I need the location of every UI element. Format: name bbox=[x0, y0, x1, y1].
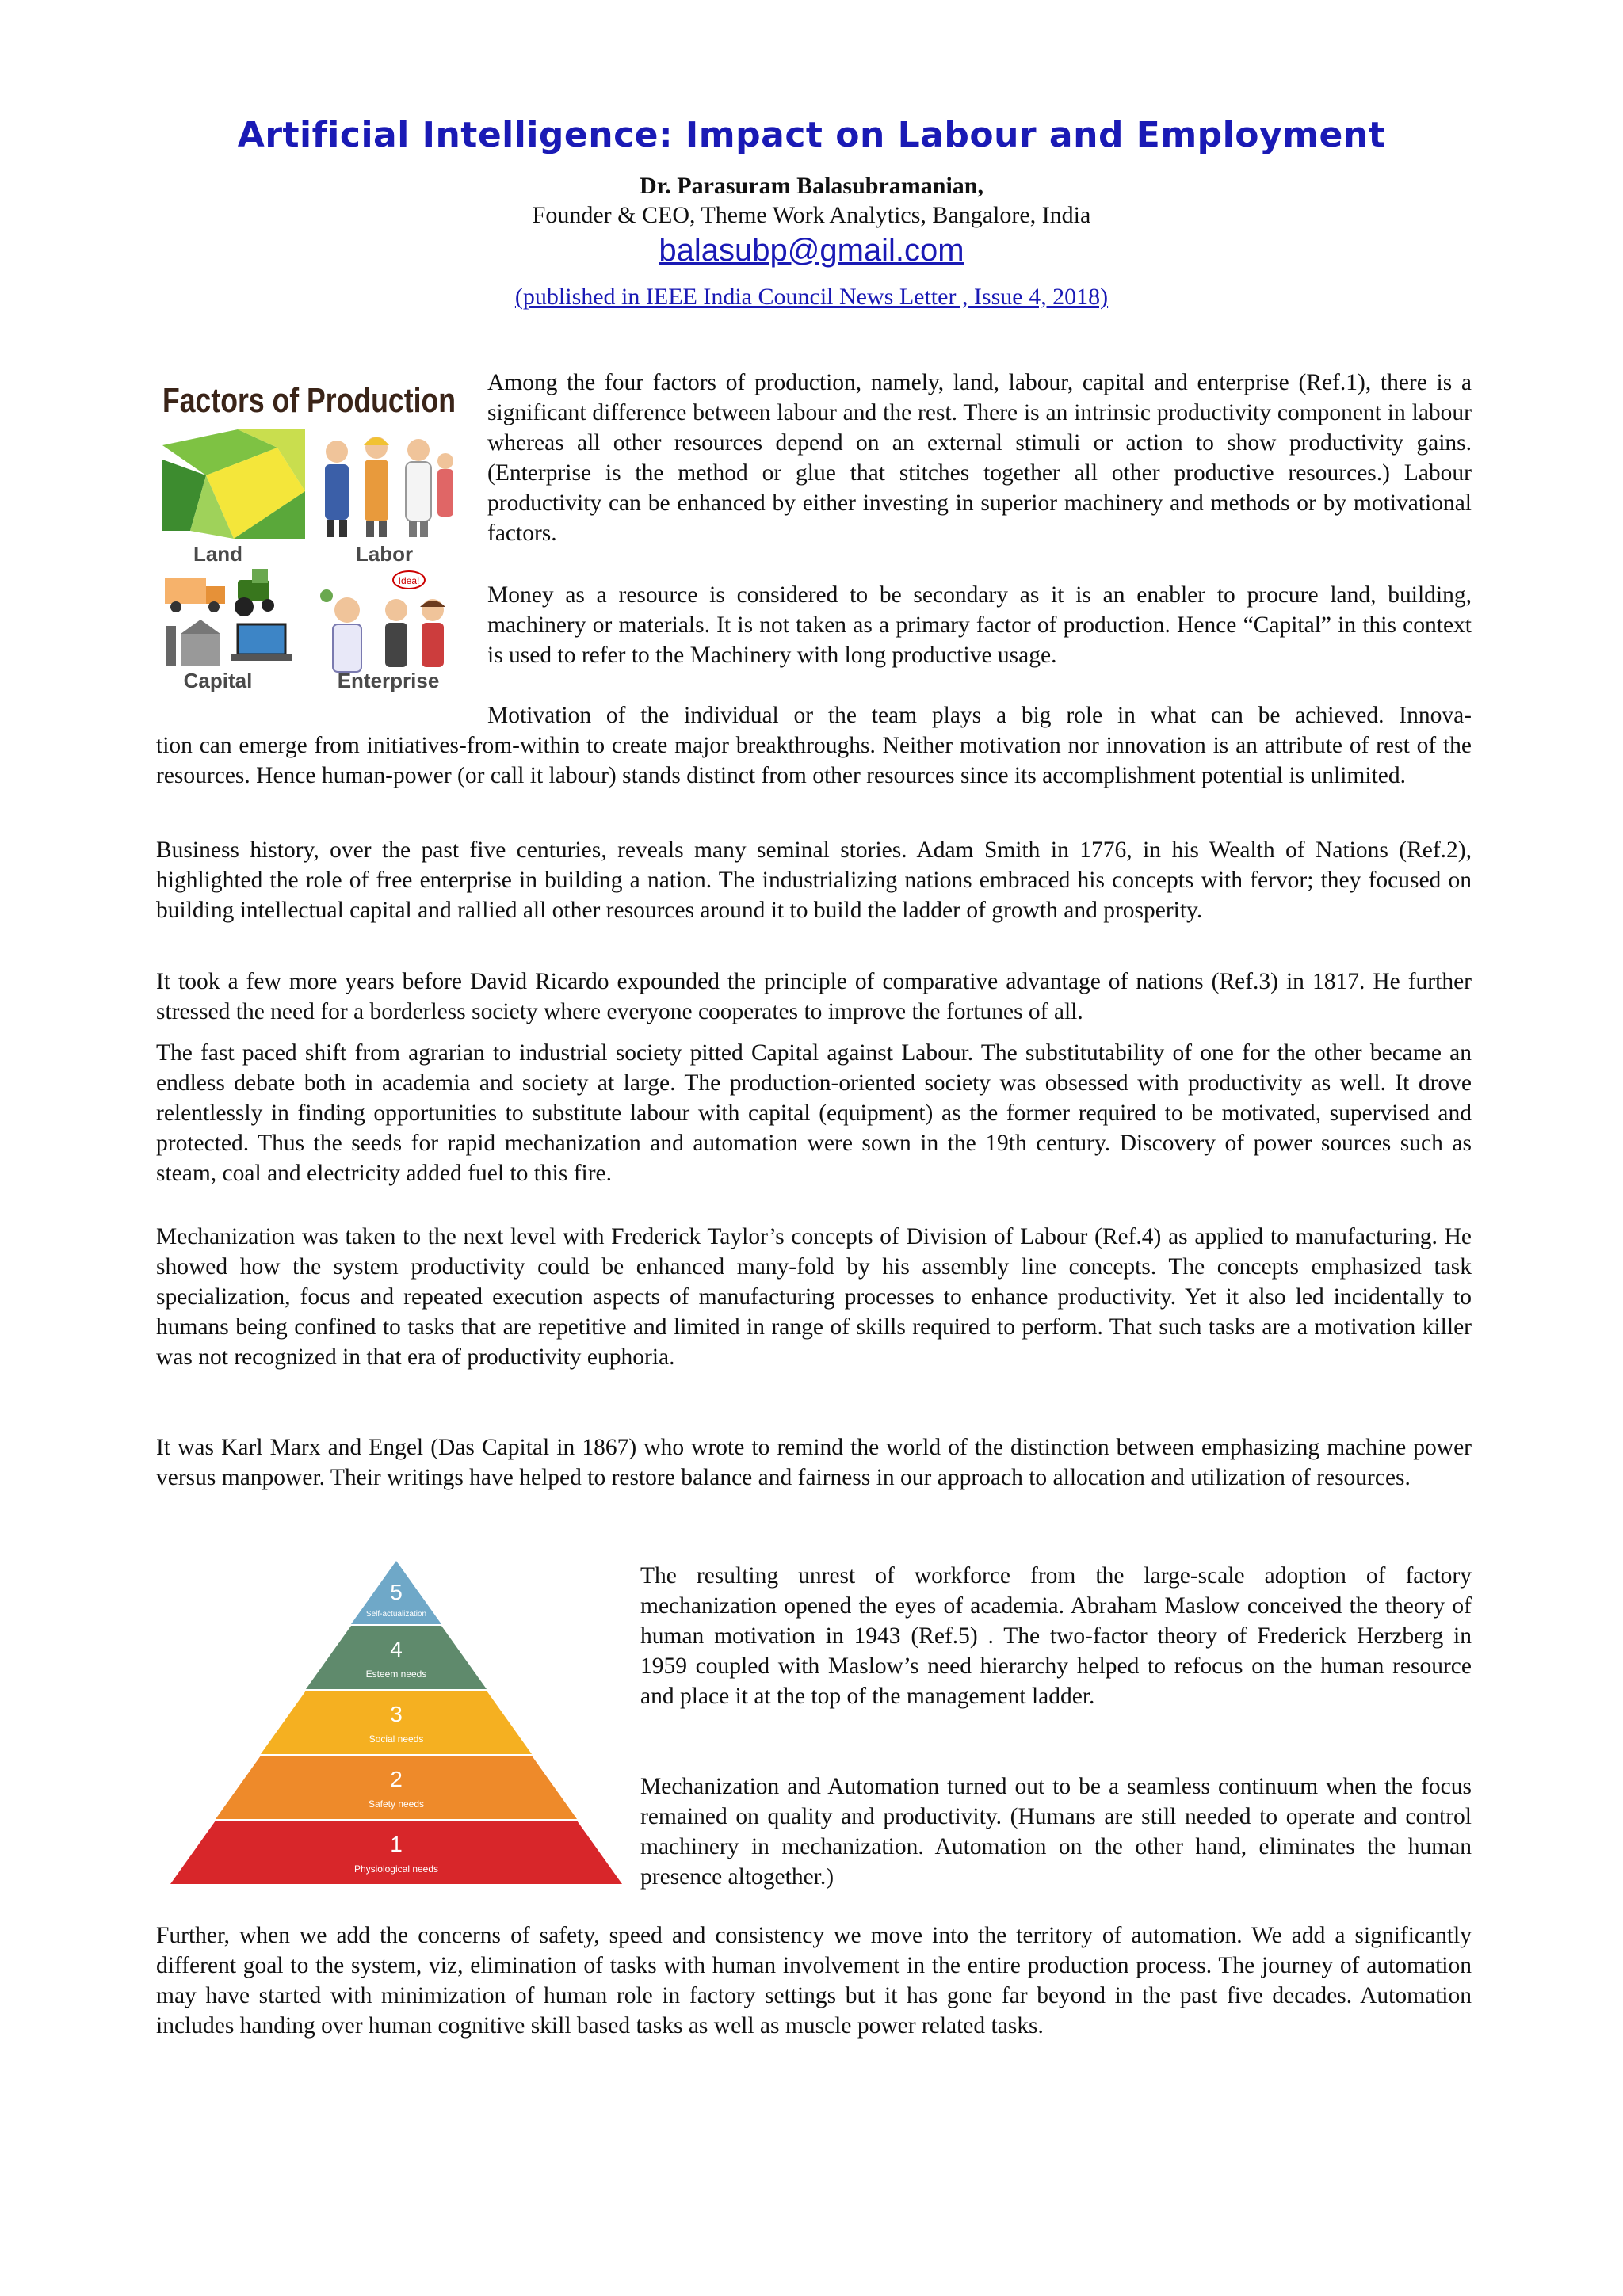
pyramid-level-number: 3 bbox=[390, 1702, 403, 1726]
pyramid-level-number: 5 bbox=[390, 1579, 403, 1604]
figure-label-enterprise: Enterprise bbox=[337, 669, 440, 692]
article-title: Artificial Intelligence: Impact on Labour and Employment bbox=[237, 115, 1386, 155]
pyramid-level-4 bbox=[306, 1626, 487, 1689]
paragraph-factors: Among the four factors of production, namely, land, labour, capital and enterprise (Ref.1), there is a significant difference between labour and the rest. There is an intrinsic productivity component in labour whereas all other resources depend on an external stimuli or action to show productivity gains. (Enterprise is the method or glue that stitches together all other productive resources.) Labour productivity can be enhanced by either investing in superior machinery and methods or by motivational factors. bbox=[487, 370, 1472, 546]
pyramid-level-number: 2 bbox=[390, 1767, 403, 1791]
pyramid-level-number: 4 bbox=[390, 1637, 403, 1661]
pyramid-level-label: Esteem needs bbox=[365, 1669, 427, 1680]
pyramid-level-2 bbox=[216, 1756, 577, 1819]
pyramid-level-1 bbox=[170, 1821, 622, 1884]
paragraph-business-history: Business history, over the past five centuries, reveals many seminal stories. Adam Smith in 1776, in his Wealth of Nations (Ref.2), highlighted the role of free enterprise in building a nation. The industrializing nations embraced his concepts with fervor; they focused on building intellectual capital and rallied all other resources around it to build the ladder of growth and prosperity. bbox=[156, 837, 1472, 923]
pyramid-level-label: Social needs bbox=[369, 1733, 424, 1745]
author-email-link[interactable]: balasubp@gmail.com bbox=[659, 233, 964, 268]
figure-label-labor: Labor bbox=[355, 542, 414, 566]
enterprise-people-icon bbox=[320, 571, 445, 672]
factors-of-production-figure bbox=[158, 372, 460, 697]
paragraph-mechanization-automation: Mechanization and Automation turned out to be a seamless continuum when the focus remained on quality and productivity. (Humans are still needed to operate and control machinery in mechanization. Automation on the other hand, eliminates the human presence altogether.) bbox=[640, 1774, 1472, 1890]
author-affiliation: Founder & CEO, Theme Work Analytics, Bangalore, India bbox=[532, 202, 1091, 228]
pyramid-level-5 bbox=[351, 1561, 441, 1624]
labor-workers-icon bbox=[325, 437, 453, 537]
author-name: Dr. Parasuram Balasubramanian, bbox=[640, 173, 983, 199]
maslow-pyramid-figure bbox=[166, 1553, 626, 1894]
idea-badge: Idea! bbox=[398, 575, 420, 586]
paragraph-motivation-start: Motivation of the individual or the team plays a big role in what can be achieved. Innova- bbox=[487, 703, 1472, 728]
pyramid-level-number: 1 bbox=[390, 1832, 403, 1856]
paragraph-taylor: Mechanization was taken to the next level with Frederick Taylor’s concepts of Division of Labour (Ref.4) as applied to manufacturing. He showed how the system productivity could be enhanced many-fold by his assembly line concepts. The concepts emphasized task specialization, focus and repeated execution aspects of manufacturing processes to enhance productivity. Yet it also led incidentally to humans being confined to tasks that are repetitive and limited in range of skills required to perform. That such tasks are a motivation killer was not recognized in that era of productivity euphoria. bbox=[156, 1224, 1472, 1370]
paragraph-maslow: The resulting unrest of workforce from the large-scale adoption of factory mechanization opened the eyes of academia. Abraham Maslow conceived the theory of human motivation in 1943 (Ref.5) . The two-factor theory of Frederick Herzberg in 1959 coupled with Maslow’s need hierarchy helped to refocus on the human resource and place it at the top of the management ladder. bbox=[640, 1563, 1472, 1709]
pyramid-level-label: Physiological needs bbox=[353, 1863, 439, 1875]
pyramid-level-3 bbox=[261, 1691, 532, 1754]
paragraph-agrarian-shift: The fast paced shift from agrarian to industrial society pitted Capital against Labour. The substitutability of one for the other became an endless debate both in academia and society at large. The production-oriented society was obsessed with productivity as well. It drove relentlessly in finding opportunities to substitute labour with capital (equipment) as the former required to be motivated, supervised and protected. Thus the seeds for rapid mechanization and automation were sown in the 19th century. Discovery of power sources such as steam, coal and electricity added fuel to this fire. bbox=[156, 1040, 1472, 1186]
land-fields-icon bbox=[162, 429, 305, 539]
pyramid-level-label: Self-actualization bbox=[365, 1610, 427, 1619]
figure-label-capital: Capital bbox=[183, 669, 253, 692]
paragraph-marx: It was Karl Marx and Engel (Das Capital in 1867) who wrote to remind the world of the distinction between emphasizing machine power versus manpower. Their writings have helped to restore balance and fairness in our approach to allocation and utilization of resources. bbox=[156, 1435, 1472, 1490]
capital-machinery-icon bbox=[165, 569, 292, 666]
pyramid-level-label: Safety needs bbox=[368, 1798, 425, 1810]
paragraph-ricardo: It took a few more years before David Ricardo expounded the principle of comparative advantage of nations (Ref.3) in 1817. He further stressed the need for a borderless society where everyone cooperates to improve the fortunes of all. bbox=[156, 969, 1472, 1024]
publication-link[interactable]: (published in IEEE India Council News Letter , Issue 4, 2018) bbox=[514, 284, 1109, 310]
paragraph-motivation-cont: tion can emerge from initiatives-from-within to create major breakthroughs. Neither motivation nor innovation is an attribute of rest of the resources. Hence human-power (or call it labour) stands distinct from other resources since its accomplishment potential is unlimited. bbox=[156, 733, 1472, 788]
paragraph-automation-territory: Further, when we add the concerns of safety, speed and consistency we move into the territory of automation. We add a significantly different goal to the system, viz, elimination of tasks with human involvement in the entire production process. The journey of automation may have started with minimization of human role in factory settings but it has gone far beyond in the past five decades. Automation includes handing over human cognitive skill based tasks as well as muscle power related tasks. bbox=[156, 1923, 1472, 2039]
figure-heading: Factors of Production bbox=[162, 381, 456, 420]
figure-label-land: Land bbox=[193, 542, 243, 566]
paragraph-money: Money as a resource is considered to be secondary as it is an enabler to procure land, building, machinery or materials. It is not taken as a primary factor of production. Hence “Capital” in this context is used to refer to the Machinery with long productive usage. bbox=[487, 582, 1472, 668]
